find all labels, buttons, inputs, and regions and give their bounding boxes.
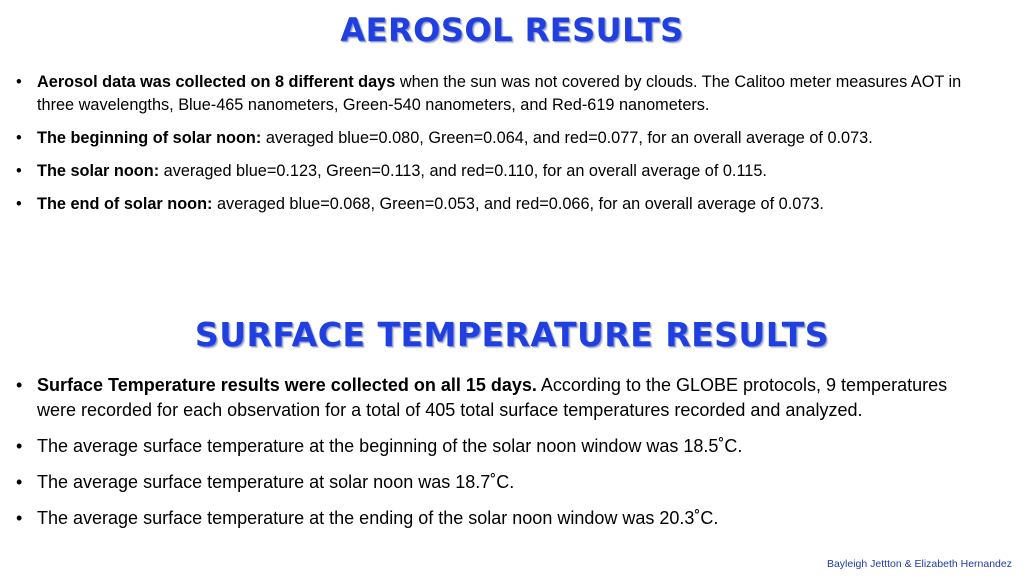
bullet-text: averaged blue=0.123, Green=0.113, and red=0.110, for an overall average of 0.115.: [159, 162, 767, 180]
bullet-text: The average surface temperature at the ending of the solar noon window was 20.3˚C.: [37, 508, 719, 528]
surface-bullet-end: [16, 506, 984, 531]
bullet-text: when the sun was not covered by clouds. The Calitoo meter measures AOT in three wavelengths, Blue-465 nanometers, Green-540 nanometers, and Red-619 nanometers.: [37, 73, 962, 114]
surface-bullet-collection: [16, 373, 984, 423]
bullet-lead: Aerosol data was collected on 8 different days: [37, 73, 396, 91]
aerosol-bullet-beginning: [16, 127, 984, 150]
aerosol-results-heading: AEROSOL RESULTS: [340, 11, 684, 49]
surface-bullet-solar-noon: [16, 470, 984, 495]
surface-bullet-beginning: [16, 434, 984, 459]
bullet-icon: •: [16, 508, 23, 528]
bullet-lead: The beginning of solar noon:: [37, 129, 262, 147]
aerosol-bullet-end: [16, 193, 984, 216]
surface-temperature-results-heading: SURFACE TEMPERATURE RESULTS: [194, 315, 830, 354]
bullet-lead: The solar noon:: [37, 162, 160, 180]
bullet-icon: •: [16, 162, 22, 180]
bullet-text: The average surface temperature at the beginning of the solar noon window was 18.5˚C.: [37, 436, 743, 456]
bullet-icon: •: [16, 73, 22, 91]
aerosol-bullet-collection: [16, 71, 984, 117]
bullet-text: The average surface temperature at solar noon was 18.7˚C.: [37, 472, 515, 492]
aerosol-bullet-solar-noon: [16, 160, 984, 183]
bullet-text: averaged blue=0.068, Green=0.053, and red=0.066, for an overall average of 0.073.: [212, 195, 824, 213]
bullet-icon: •: [16, 375, 23, 395]
bullet-icon: •: [16, 436, 23, 456]
aerosol-bullet-list: [16, 71, 984, 226]
bullet-icon: •: [16, 129, 22, 147]
bullet-text: According to the GLOBE protocols, 9 temperatures were recorded for each observation for a total of 405 total surface temperatures recorded and analyzed.: [37, 375, 948, 420]
bullet-icon: •: [16, 472, 23, 492]
bullet-lead: The end of solar noon:: [37, 195, 213, 213]
bullet-text: averaged blue=0.080, Green=0.064, and red=0.077, for an overall average of 0.073.: [261, 129, 873, 147]
bullet-icon: •: [16, 195, 22, 213]
surface-bullet-list: [16, 373, 984, 542]
bullet-lead: Surface Temperature results were collected on all 15 days.: [37, 375, 537, 395]
author-credit: Bayleigh Jettton & Elizabeth Hernandez: [826, 558, 1012, 570]
